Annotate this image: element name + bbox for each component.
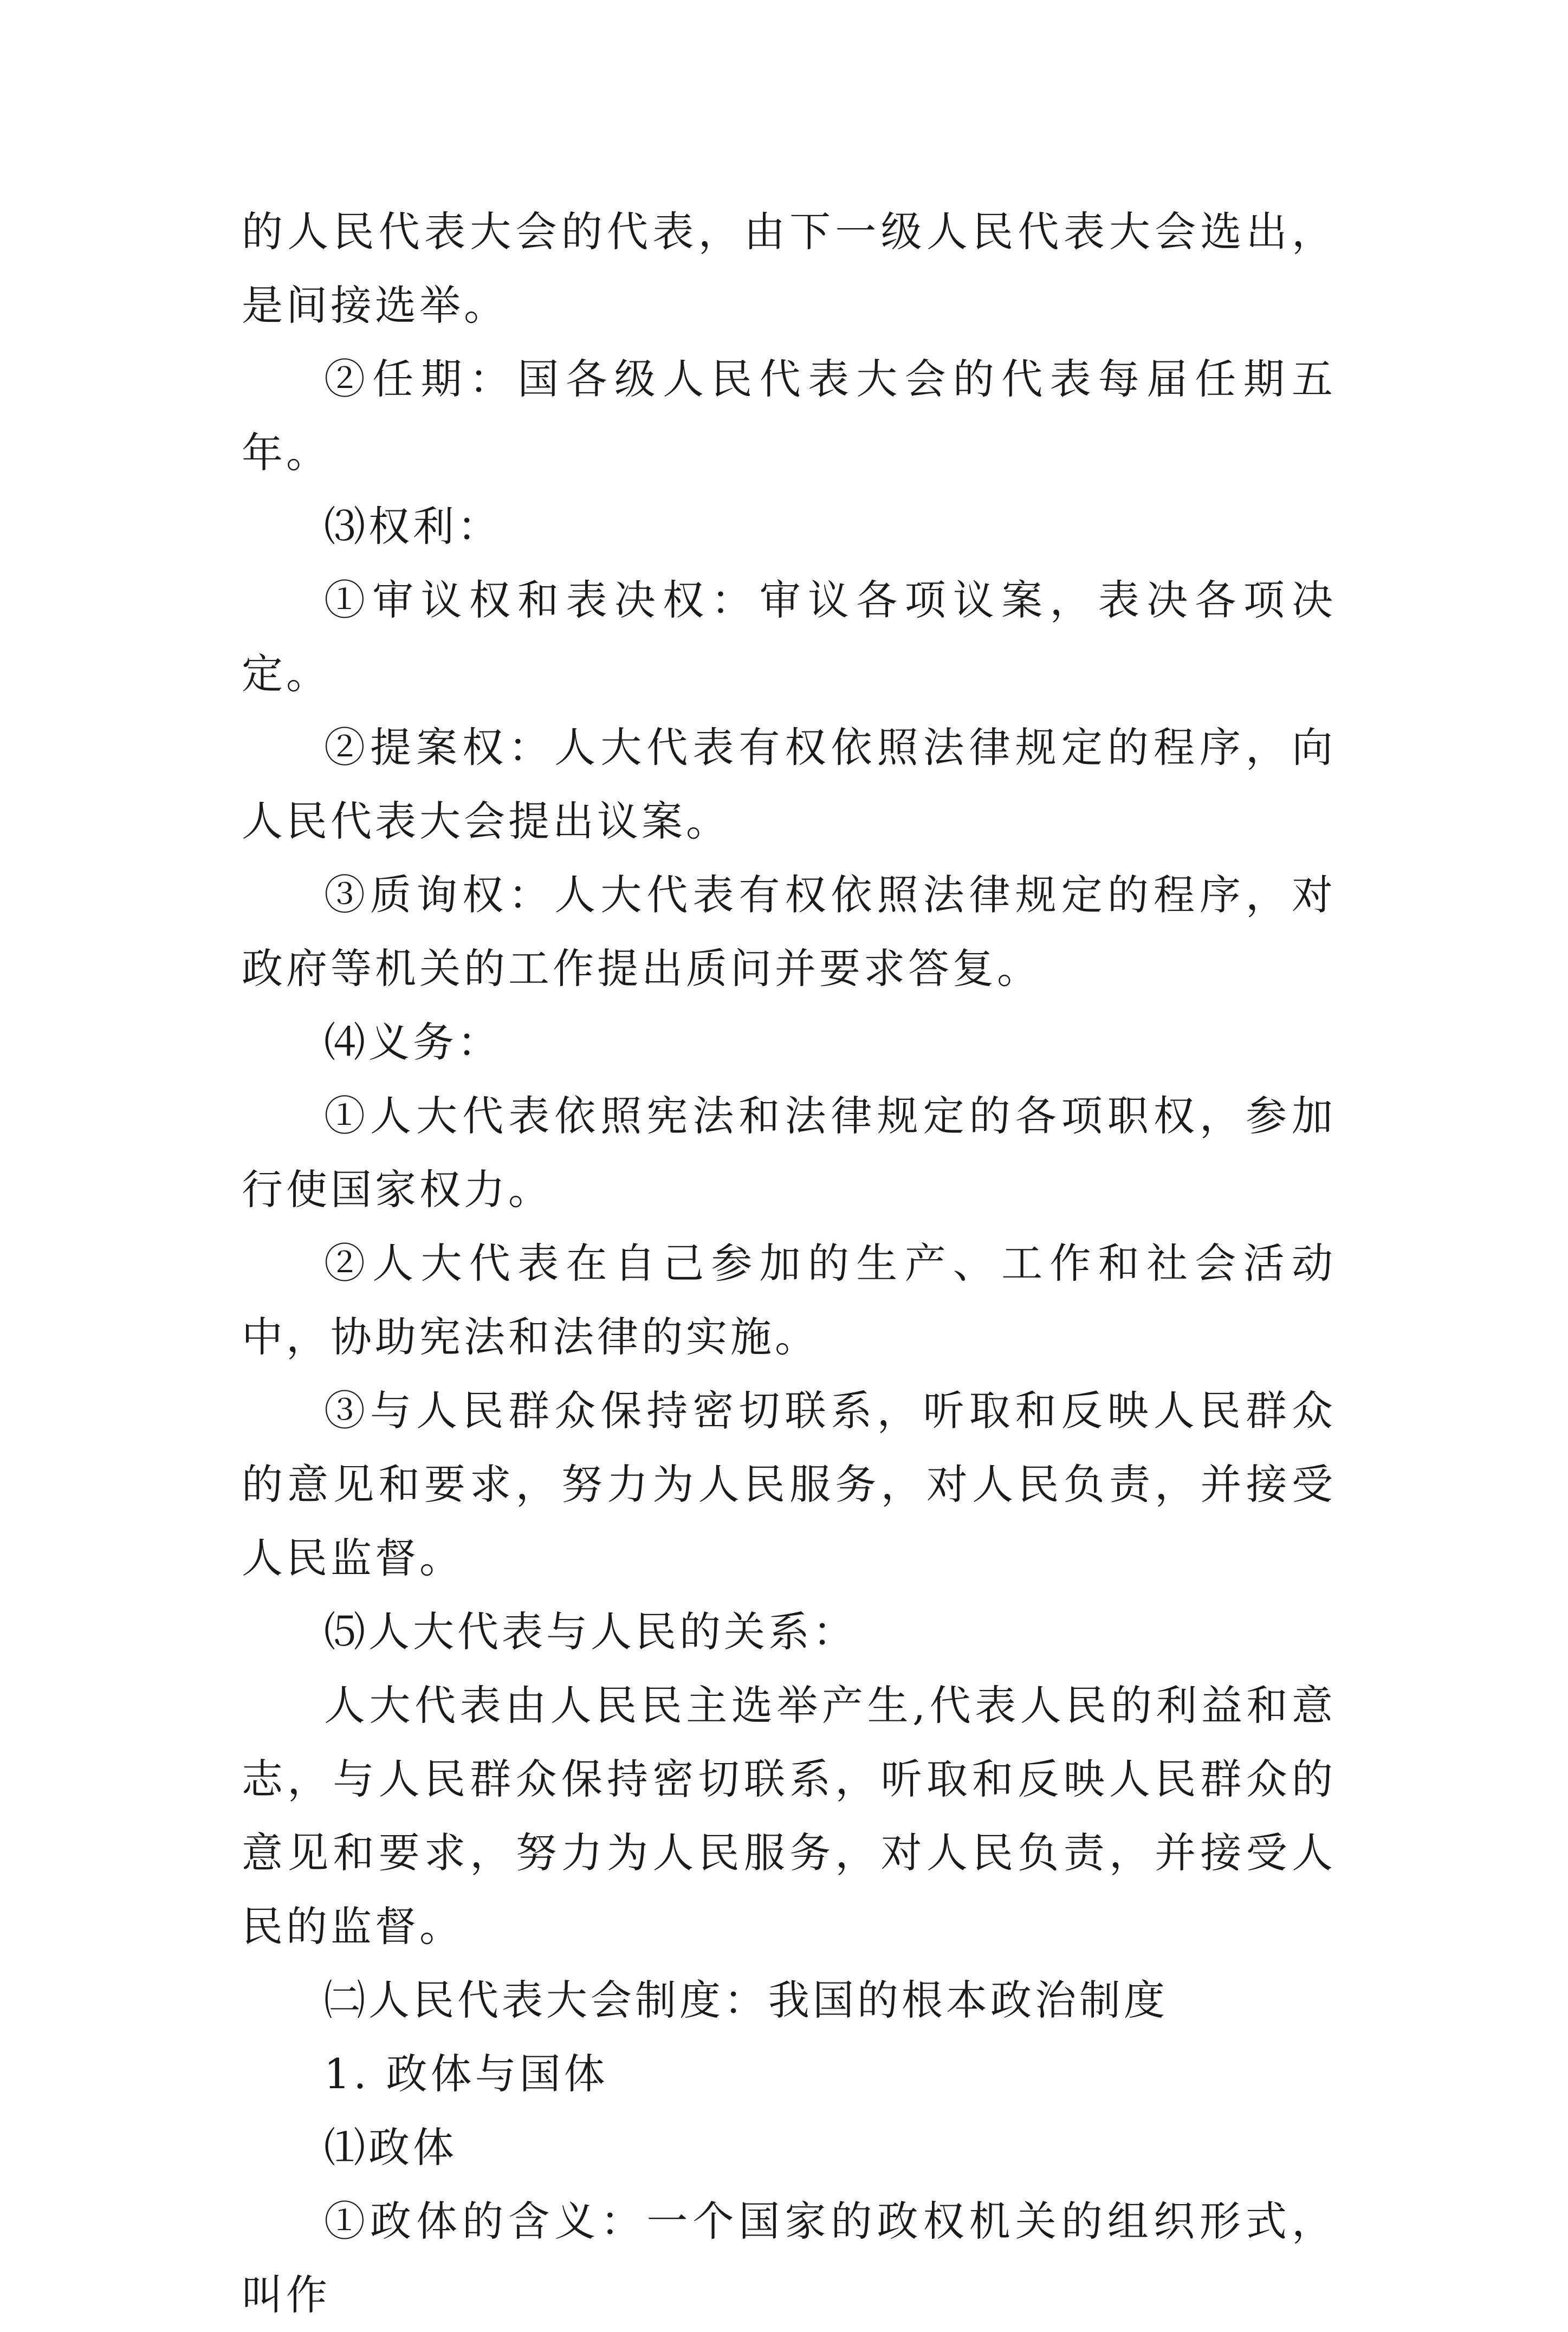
paragraph-8: ①人大代表依照宪法和法律规定的各项职权，参加行使国家权力。: [242, 1092, 1336, 1214]
document-body: [242, 195, 1336, 2332]
paragraph-2: ②任期：国各级人民代表大会的代表每届任期五年。: [242, 355, 1336, 477]
paragraph-5: ②提案权：人大代表有权依照法律规定的程序，向人民代表大会提出议案。: [242, 723, 1336, 845]
paragraph-9: ②人大代表在自己参加的生产、工作和社会活动中，协助宪法和法律的实施。: [242, 1239, 1336, 1361]
paragraph-13: ㈡人民代表大会制度：我国的根本政治制度: [324, 1976, 1168, 2024]
paragraph-4: ①审议权和表决权：审议各项议案，表决各项决定。: [242, 576, 1336, 698]
paragraph-16: ①政体的含义：一个国家的政权机关的组织形式，叫作: [242, 2197, 1336, 2319]
paragraph-6: ③质询权：人大代表有权依照法律规定的程序，对政府等机关的工作提出质问并要求答复。: [242, 871, 1336, 993]
paragraph-3: ⑶权利：: [324, 502, 502, 550]
paragraph-11: ⑸人大代表与人民的关系：: [324, 1608, 857, 1656]
paragraph-1: 的人民代表大会的代表，由下一级人民代表大会选出，是间接选举。: [242, 208, 1336, 329]
paragraph-10: ③与人民群众保持密切联系，听取和反映人民群众的意见和要求，努力为人民服务，对人民负责，并接受人民监督。: [242, 1387, 1336, 1582]
paragraph-15: ⑴政体: [324, 2123, 457, 2172]
paragraph-14: 1. 政体与国体: [324, 2050, 608, 2098]
paragraph-7: ⑷义务：: [324, 1018, 502, 1066]
paragraph-12: 人大代表由人民民主选举产生,代表人民的利益和意志，与人民群众保持密切联系，听取和反映人民群众的意见和要求，努力为人民服务，对人民负责，并接受人民的监督。: [242, 1681, 1336, 1951]
